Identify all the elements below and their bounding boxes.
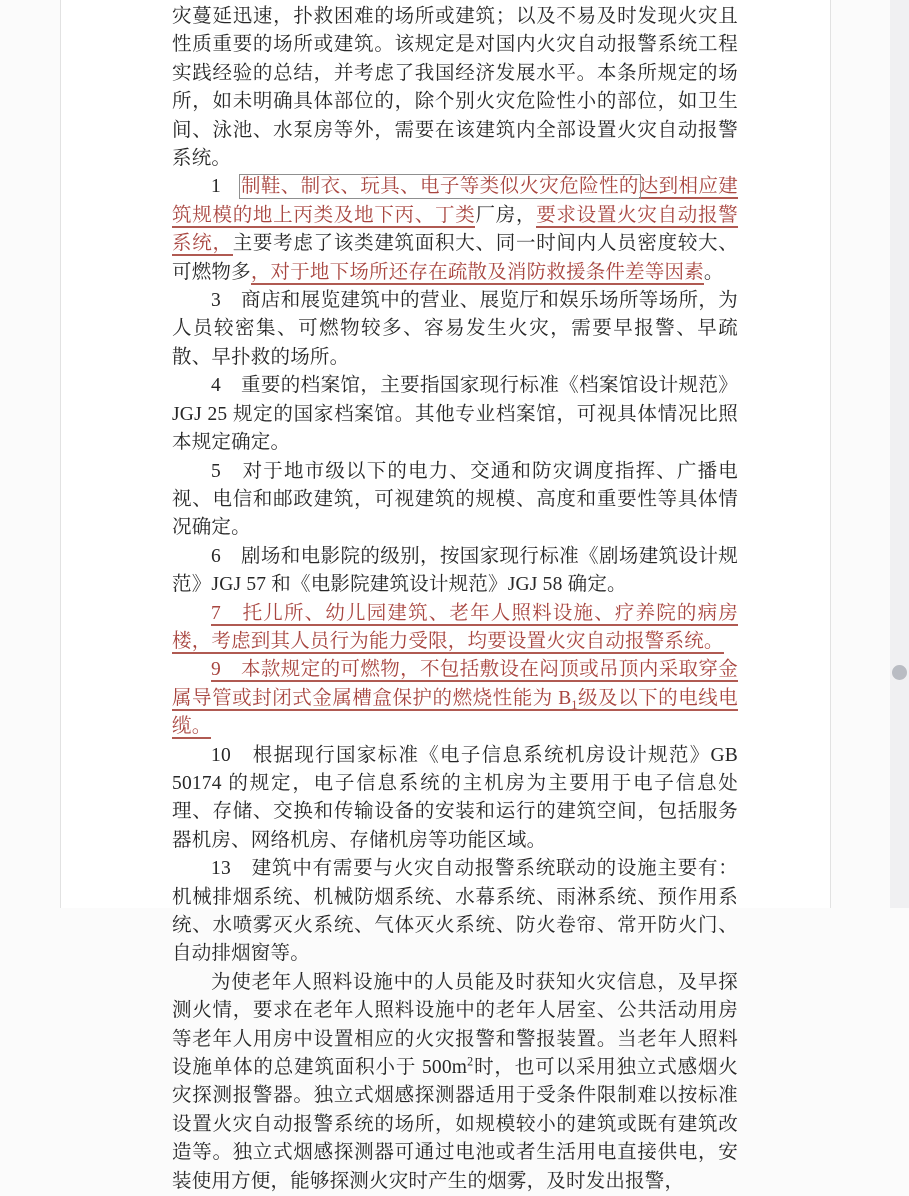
paragraph	[172, 600, 738, 657]
paragraph	[172, 543, 738, 600]
revision-text: 级及以下的电线电缆。	[172, 687, 738, 738]
text-run: 。	[703, 261, 724, 283]
text-run: 主要考虑了该类建筑面积大、同一时间内人员密度较大、可燃物多	[172, 233, 738, 283]
boxed-revision-text: 制鞋、制衣、玩具、电子等类似火灾危险性的	[241, 176, 639, 198]
revision-text: 达到相应建筑规模的地上丙类及地下丙、丁类	[172, 176, 738, 226]
text-run: 10 根据现行国家标准《电子信息系统机房设计规范》GB 50174 的规定，电子信息系统的主机房为主要用于电子信息处理、存储、交换和传输设备的安装和运行的建筑空间，包括服务器机房、网络机房、存储机房等功能区域。	[172, 744, 738, 851]
paragraph	[172, 458, 738, 543]
paragraph	[172, 287, 738, 372]
paragraph	[172, 742, 738, 856]
paragraph	[172, 656, 738, 741]
document-page	[60, 0, 831, 1192]
revision-text: 要求设置火灾自动报警系统，	[172, 204, 738, 255]
text-run: 为使老年人照料设施中的人员能及时获知火灾信息，及早探测火情，要求在老年人照料设施中的老年人居室、公共活动用房等老年人用房中设置相应的火灾报警和警报装置。当老年人照料设施单体的总建筑面积小于 500m	[172, 971, 738, 1079]
paragraph	[172, 3, 738, 173]
text-run: 3 商店和展览建筑中的营业、展览厅和娱乐场所等场所，为人员较密集、可燃物较多、容易发生火灾，需要早报警、早疏散、早扑救的场所。	[172, 290, 738, 368]
scrollbar-thumb[interactable]	[892, 665, 907, 680]
text-run: 1	[211, 176, 242, 198]
text-column	[172, 3, 738, 1196]
text-run: 5 对于地市级以下的电力、交通和防灾调度指挥、广播电视、电信和邮政建筑，可视建筑的规模、高度和重要性等具体情况确定。	[172, 460, 738, 539]
revision-text: 1	[571, 688, 577, 711]
text-run: 2	[467, 1054, 474, 1069]
text-run: 13 建筑中有需要与火灾自动报警系统联动的设施主要有：机械排烟系统、机械防烟系统、水幕系统、雨淋系统、预作用系统、水喷雾灭火系统、气体灭火系统、防火卷帘、常开防火门、自动排烟窗等。	[172, 858, 738, 965]
revision-text: 7 托儿所、幼儿园建筑、老年人照料设施、疗养院的病房楼，考虑到其人员行为能力受限，均要设置火灾自动报警系统。	[172, 602, 738, 652]
text-run: 6 剧场和电影院的级别，按国家现行标准《剧场建筑设计规范》JGJ 57 和《电影院建筑设计规范》JGJ 58 确定。	[172, 545, 738, 596]
revision-text: 9 本款规定的可燃物，不包括敷设在闷顶或吊顶内采取穿金属导管或封闭式金属槽盒保护的燃烧性能为 B	[172, 659, 738, 709]
text-run: 厂房，	[475, 204, 537, 226]
text-run: 4 重要的档案馆，主要指国家现行标准《档案馆设计规范》JGJ 25 规定的国家档案馆。其他专业档案馆，可视具体情况比照本规定确定。	[172, 375, 738, 454]
revision-text: ，对于地下场所还存在疏散及消防救援条件差等因素	[250, 261, 704, 283]
paragraph	[172, 173, 738, 287]
paragraph	[172, 855, 738, 969]
text-run: 灾蔓延迅速，扑救困难的场所或建筑；以及不易及时发现火灾且性质重要的场所或建筑。该规定是对国内火灾自动报警系统工程实践经验的总结，并考虑了我国经济发展水平。本条所规定的场所，如未明确具体部位的，除个别火灾危险性小的部位，如卫生间、泳池、水泵房等外，需要在该建筑内全部设置火灾自动报警系统。	[172, 6, 738, 170]
paragraph	[172, 372, 738, 457]
text-run: 时，也可以采用独立式感烟火灾探测报警器。独立式烟感探测器适用于受条件限制难以按标准设置火灾自动报警系统的场所，如规模较小的建筑或既有建筑改造等。独立式烟感探测器可通过电池或者生活用电直接供电，安装使用方便，能够探测火灾时产生的烟雾，及时发出报警，	[172, 1057, 738, 1192]
paragraph	[172, 969, 738, 1196]
scrollbar-track[interactable]	[890, 0, 909, 908]
